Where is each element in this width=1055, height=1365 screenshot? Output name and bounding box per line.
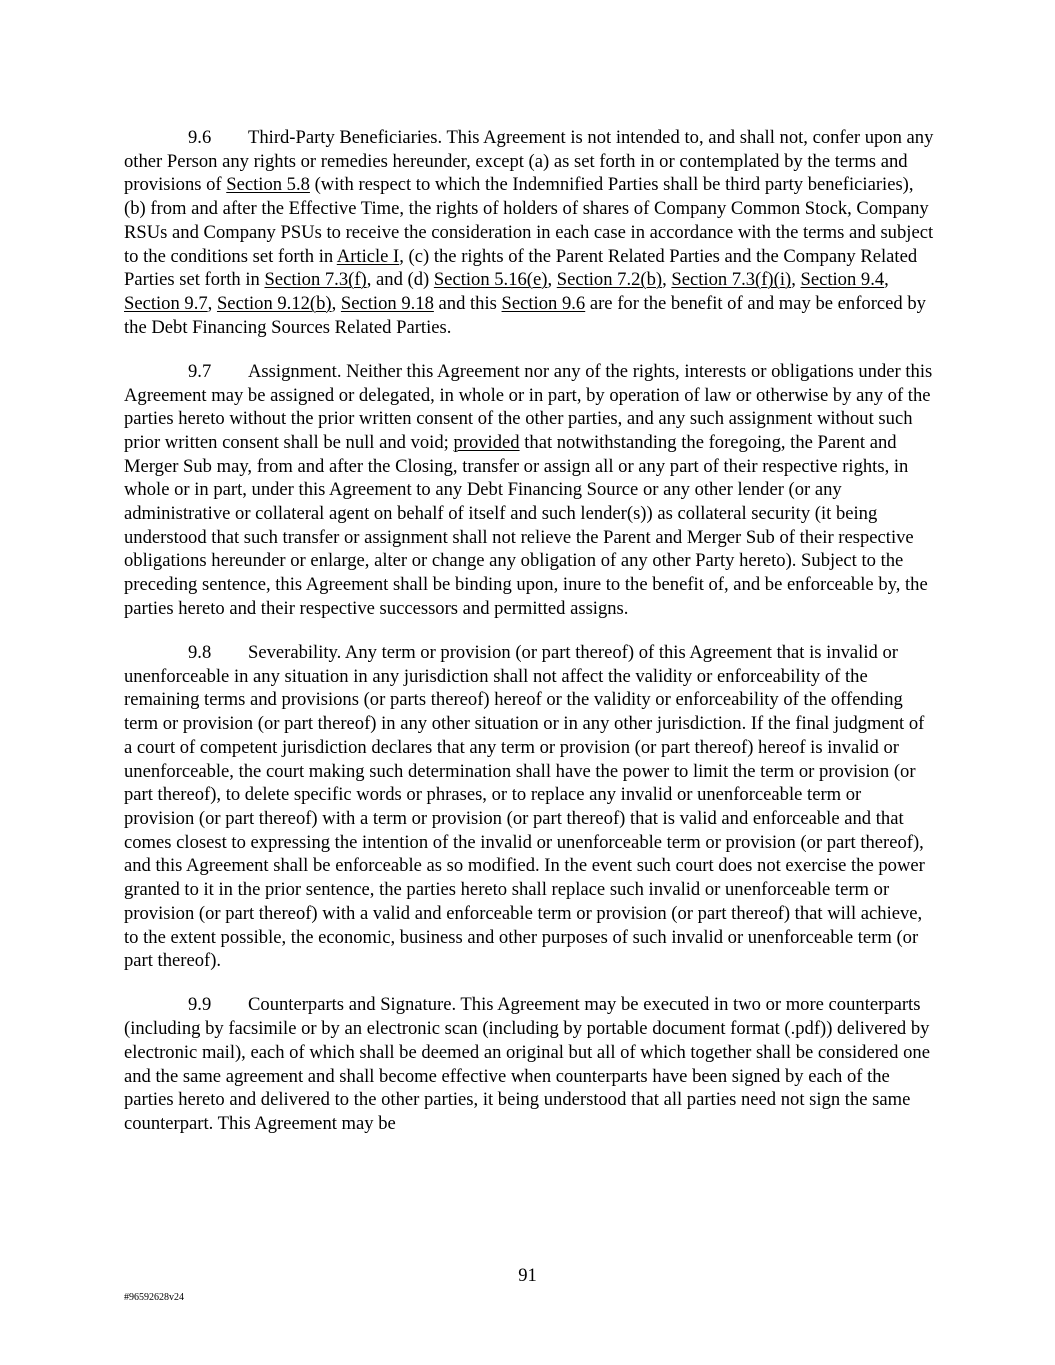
cross-reference: Section 9.7	[124, 292, 208, 314]
cross-reference: Section 9.18	[340, 292, 434, 314]
cross-reference: provided	[453, 431, 520, 453]
section-text	[124, 361, 932, 619]
text-run: ,	[662, 269, 672, 291]
page-number: 91	[518, 1265, 537, 1286]
section-text	[124, 127, 933, 338]
section-9-9	[124, 993, 936, 1135]
text-run: (with respect to which the Indemnified Parties shall be third party beneficiaries), (b) from and after the Effective Time, the rights of holders of shares of Company Common Stock, Company RSUs and Company PSUs to receive the consideration in each case in accordance with the terms and subject to the conditions set forth in	[124, 174, 934, 267]
text-run: Assignment. Neither this Agreement nor any of the rights, interests or obligations under this Agreement may be assigned or delegated, in whole or in part, by operation of law or otherwise by any of the parties hereto without the prior written consent of the other parties, and any such assignment without such prior written consent shall be null and void;	[124, 360, 933, 453]
section-text	[124, 642, 925, 971]
text-run: , and (d)	[366, 269, 434, 291]
cross-reference: Section 7.3(f)(i)	[671, 269, 792, 291]
text-run: ,	[547, 269, 557, 291]
text-run: ,	[791, 269, 801, 291]
text-run: ,	[331, 292, 341, 314]
text-run: are for the benefit of and may be enforced by the Debt Financing Sources Related Parties.	[124, 292, 926, 338]
text-run: ,	[884, 269, 889, 291]
document-body	[124, 126, 936, 1156]
text-run: that notwithstanding the foregoing, the Parent and Merger Sub may, from and after the Closing, transfer or assign all or any part of their respective rights, in whole or in part, under this Agreement to any Debt Financing Source or any other lender (or any administrative or collateral agent on behalf of itself and such lender(s)) as collateral security (it being understood that such transfer or assignment shall not relieve the Parent and Merger Sub of their respective obligations hereunder or enlarge, alter or change any obligation of any other Party hereto). Subject to the preceding sentence, this Agreement shall be binding upon, inure to the benefit of, and be enforceable by, the parties hereto and their respective successors and permitted assigns.	[124, 431, 928, 619]
section-number: 9.8	[188, 642, 212, 664]
section-9-6	[124, 126, 936, 339]
text-run: and this	[433, 292, 502, 314]
document-id: #96592628v24	[124, 1292, 184, 1303]
text-run: Counterparts and Signature. This Agreement may be executed in two or more counterparts (including by facsimile or by an electronic scan (including by portable document format (.pdf)) delivered by electronic mail), each of which shall be deemed an original but all of which together shall be considered one and the same agreement and shall become effective when counterparts have been signed by each of the parties hereto and delivered to the other parties, it being understood that all parties need not sign the same counterpart. This Agreement may be	[124, 994, 930, 1134]
section-number: 9.9	[188, 994, 212, 1016]
text-run: Third-Party Beneficiaries. This Agreement is not intended to, and shall not, confer upon any other Person any rights or remedies hereunder, except (a) as set forth in or contemplated by the terms and provisions of	[124, 127, 934, 196]
text-run: Severability. Any term or provision (or part thereof) of this Agreement that is invalid or unenforceable in any situation in any jurisdiction shall not affect the validity or enforceability of the remaining terms and provisions (or parts thereof) hereof or the validity or enforceability of the offending term or provision (or part thereof) in any other situation or in any other jurisdiction. If the final judgment of a court of competent jurisdiction declares that any term or provision (or part thereof) hereof is invalid or unenforceable, the court making such determination shall have the power to limit the term or provision (or part thereof), to delete specific words or phrases, or to replace any invalid or unenforceable term or provision (or part thereof) with a term or provision (or part thereof) that is valid and enforceable and that comes closest to expressing the intention of the invalid or unenforceable term or provision (or part thereof), and this Agreement shall be enforceable as so modified. In the event such court does not exercise the power granted to it in the prior sentence, the parties hereto shall replace such invalid or unenforceable term or provision (or part thereof) with a valid and enforceable term or provision (or part thereof) that will achieve, to the extent possible, the economic, business and other purposes of such invalid or unenforceable term (or part thereof).	[124, 642, 925, 972]
cross-reference: Section 9.4	[800, 269, 885, 291]
cross-reference: Section 9.6	[501, 292, 586, 314]
section-9-7	[124, 360, 936, 621]
text-run: ,	[207, 292, 217, 314]
cross-reference: Section 7.2(b)	[556, 269, 663, 291]
cross-reference: Section 5.16(e)	[433, 269, 548, 291]
section-9-8	[124, 641, 936, 973]
cross-reference: Section 5.8	[226, 174, 310, 196]
cross-reference: Section 9.12(b)	[216, 292, 332, 314]
cross-reference: Section 7.3(f)	[264, 269, 367, 291]
text-run: , (c) the rights of the Parent Related Parties and the Company Related Parties set forth in	[124, 245, 918, 291]
section-number: 9.6	[188, 127, 212, 148]
section-number: 9.7	[188, 360, 212, 382]
cross-reference: Article I	[336, 245, 400, 267]
